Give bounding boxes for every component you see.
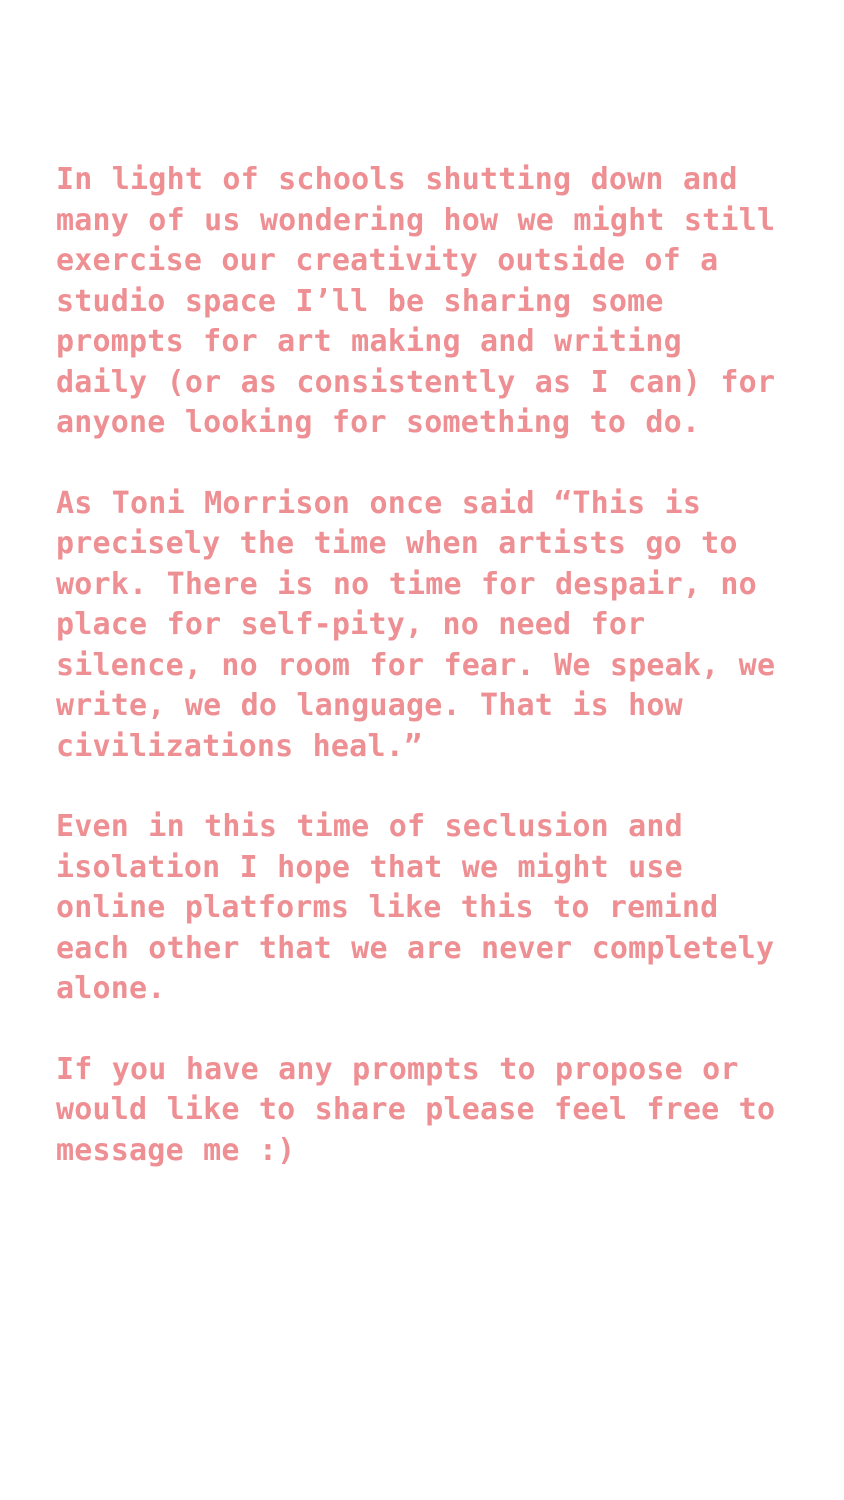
paragraph-invite: If you have any prompts to propose or would like to share please feel free to message me :) [56, 1051, 795, 1168]
paragraph-hope: Even in this time of seclusion and isolation I hope that we might use online platforms like this to remind each other that we are never completely alone. [56, 809, 794, 1006]
paragraph-quote: As Toni Morrison once said “This is precisely the time when artists go to work. There is no time for despair, no place for self-pity, no need for silence, no room for fear. We speak, we write, we do language. That is how civilizations heal.” [56, 485, 795, 764]
paragraph-intro: In light of schools shutting down and many of us wondering how we might still exercise our creativity outside of a studio space I’ll be sharing some prompts for art making and writing daily (or as consistently as I can) for anyone looking for something to do. [56, 162, 795, 440]
